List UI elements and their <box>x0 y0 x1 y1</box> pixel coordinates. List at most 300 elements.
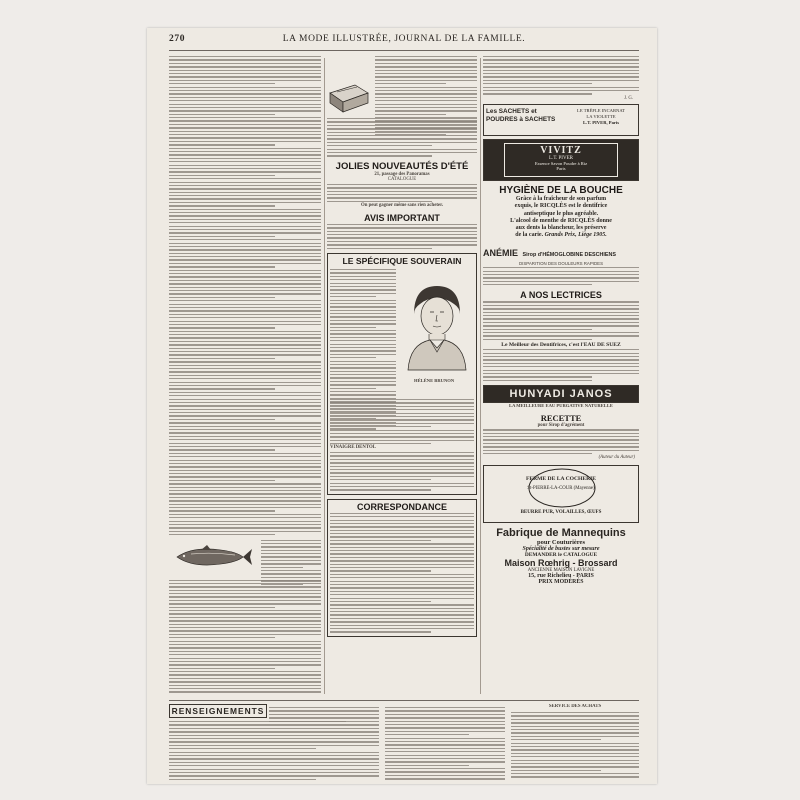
text-line <box>169 721 379 722</box>
text-line <box>330 272 396 273</box>
text-line <box>169 168 321 169</box>
text-line <box>169 728 379 729</box>
text-line <box>169 590 321 591</box>
text-line <box>169 317 321 318</box>
text-line <box>511 712 639 713</box>
text-line <box>327 125 477 126</box>
text-line <box>385 717 505 718</box>
text-line <box>261 546 321 547</box>
text-line <box>330 523 474 524</box>
text-line <box>330 486 474 487</box>
text-line <box>330 483 474 484</box>
avis-important-title: AVIS IMPORTANT <box>364 212 440 223</box>
sachets-title-2: POUDRES à SACHETS <box>486 116 556 124</box>
text-line <box>169 371 321 372</box>
text-line <box>483 332 639 333</box>
text-line <box>483 308 639 309</box>
text-line <box>261 550 321 551</box>
text-line <box>330 489 431 490</box>
text-line <box>169 510 275 511</box>
text-line <box>330 283 396 284</box>
text-line <box>169 678 321 679</box>
text-line <box>169 280 321 281</box>
text-line <box>169 192 321 193</box>
text-line <box>327 142 477 143</box>
text-line <box>169 671 321 672</box>
recette-text <box>483 428 639 455</box>
text-line <box>169 620 321 621</box>
text-line <box>483 318 639 319</box>
text-line <box>330 614 474 615</box>
text-line <box>483 66 639 67</box>
text-line <box>330 330 396 331</box>
text-line <box>327 145 432 146</box>
text-line <box>385 755 505 756</box>
text-line <box>169 490 321 491</box>
text-line <box>169 517 321 518</box>
text-line <box>327 191 477 192</box>
text-line <box>169 527 321 528</box>
text-line <box>169 593 321 594</box>
text-line <box>169 266 275 267</box>
mannequins-line-3: DEMANDER le CATALOGUE <box>524 551 598 558</box>
text-line <box>169 195 321 196</box>
text-line <box>330 618 474 619</box>
text-line <box>261 553 321 554</box>
text-line <box>330 564 474 565</box>
text-line <box>169 603 321 604</box>
text-line <box>169 158 321 159</box>
text-line <box>330 550 474 551</box>
text-line <box>483 356 639 357</box>
text-line <box>169 87 321 88</box>
text-line <box>169 429 321 430</box>
text-line <box>375 83 446 84</box>
text-line <box>169 607 275 608</box>
text-line <box>330 289 396 290</box>
text-line <box>330 516 474 517</box>
text-line <box>269 710 379 711</box>
text-line <box>169 769 379 770</box>
text-line <box>169 419 275 420</box>
service-achats-title: SERVICE DES ACHATS <box>548 704 602 709</box>
text-line <box>169 104 321 105</box>
text-line <box>327 128 477 129</box>
text-line <box>330 374 396 375</box>
hygiene-line-2: exquis, le RICQLÈS est le dentifrice <box>514 203 608 210</box>
text-line <box>169 351 321 352</box>
text-line <box>511 743 639 744</box>
text-line <box>375 80 477 81</box>
mannequins-address: 15, rue Richelieu - PARIS <box>528 572 594 579</box>
text-line <box>375 59 477 60</box>
header-rule <box>169 50 639 51</box>
text-line <box>330 621 474 622</box>
text-line <box>169 637 275 638</box>
text-line <box>169 259 321 260</box>
text-line <box>330 367 396 368</box>
text-line <box>330 547 474 548</box>
text-line <box>375 114 446 115</box>
text-line <box>169 641 321 642</box>
text-line <box>169 256 321 257</box>
text-line <box>169 745 379 746</box>
anemie-sub: DISPARITION DES DOULEURS RAPIDES <box>518 260 604 266</box>
text-line <box>169 331 321 332</box>
text-line <box>169 215 321 216</box>
text-line <box>169 664 321 665</box>
footer <box>169 704 639 780</box>
text-line <box>375 63 477 64</box>
cocherie-title: FERME DE LA COCHERIE <box>525 475 597 482</box>
mannequins-line-4: ANCIENNE MAISON LAVIGNE <box>527 567 595 573</box>
column-3-text-mid <box>483 348 639 382</box>
text-line <box>261 577 321 578</box>
text-line <box>169 412 321 413</box>
text-line <box>169 314 321 315</box>
text-line <box>385 731 505 732</box>
text-line <box>169 765 379 766</box>
text-line <box>511 770 601 771</box>
correspondance-title: CORRESPONDANCE <box>356 501 447 512</box>
text-line <box>511 773 639 774</box>
text-line <box>483 80 639 81</box>
text-line <box>330 333 396 334</box>
text-line <box>330 300 396 301</box>
text-line <box>385 768 505 769</box>
text-line <box>330 381 396 382</box>
text-line <box>169 73 321 74</box>
text-line <box>483 433 639 434</box>
text-line <box>327 132 477 133</box>
text-line <box>483 325 639 326</box>
text-line <box>169 507 321 508</box>
text-line <box>169 344 321 345</box>
text-line <box>327 227 477 228</box>
text-line <box>169 460 321 461</box>
mannequins-line-5: PRIX MODÉRÉS <box>538 578 584 585</box>
text-line <box>169 762 379 763</box>
text-line <box>483 453 592 454</box>
text-line <box>330 316 396 317</box>
vivitz-city: Paris <box>556 166 566 172</box>
hygiene-title: HYGIÈNE DE LA BOUCHE <box>499 185 623 197</box>
hygiene-line-4: L'alcool de menthe de RICQLÈS donne <box>510 217 612 224</box>
hygiene-line-3: antiseptique le plus agréable. <box>523 210 599 217</box>
text-line <box>169 580 321 581</box>
suez-line: Le Meilleur des Dentifrices, c'est l'EAU DE SUEZ <box>501 342 621 349</box>
text-line <box>483 439 639 440</box>
text-line <box>169 738 379 739</box>
text-line <box>169 165 321 166</box>
text-line <box>169 399 321 400</box>
text-line <box>483 70 639 71</box>
text-line <box>169 634 321 635</box>
text-line <box>385 721 505 722</box>
text-line <box>169 127 321 128</box>
text-line <box>169 497 321 498</box>
text-line <box>385 707 505 708</box>
text-line <box>511 766 639 767</box>
text-line <box>483 429 639 430</box>
text-line <box>169 171 321 172</box>
text-line <box>330 313 396 314</box>
text-line <box>169 463 321 464</box>
text-line <box>330 611 474 612</box>
text-line <box>330 286 396 287</box>
text-line <box>169 120 321 121</box>
text-line <box>169 365 321 366</box>
text-line <box>327 155 432 156</box>
text-line <box>385 761 505 762</box>
text-line <box>375 73 477 74</box>
text-line <box>169 647 321 648</box>
text-line <box>169 304 321 305</box>
text-line <box>169 415 321 416</box>
text-line <box>169 287 321 288</box>
text-line <box>330 423 474 424</box>
text-line <box>327 135 477 136</box>
text-line <box>169 243 321 244</box>
sachets-line-3: L.T. PIVER, Paris <box>582 120 620 126</box>
text-line <box>375 104 477 105</box>
text-line <box>169 222 321 223</box>
text-line <box>483 73 639 74</box>
text-line <box>483 436 639 437</box>
text-line <box>169 249 321 250</box>
text-line <box>483 443 639 444</box>
text-line <box>330 350 396 351</box>
text-line <box>330 560 474 561</box>
column-3 <box>483 55 639 695</box>
text-line <box>269 707 379 708</box>
box-illustration <box>327 81 371 115</box>
text-line <box>511 763 639 764</box>
text-line <box>330 570 431 571</box>
recette-title: RECETTE <box>540 412 582 423</box>
text-line <box>511 732 639 733</box>
text-line <box>169 617 321 618</box>
text-line <box>169 59 321 60</box>
text-line <box>169 253 321 254</box>
hygiene-line-7: Grands Prix, Liège 1905. <box>544 232 607 239</box>
text-line <box>169 327 275 328</box>
text-line <box>169 524 321 525</box>
text-line <box>483 446 639 447</box>
text-line <box>327 234 477 235</box>
text-line <box>169 131 321 132</box>
text-line <box>330 587 474 588</box>
text-line <box>169 500 321 501</box>
text-line <box>169 293 321 294</box>
sachets-line-2: LA VIOLETTE <box>586 114 616 120</box>
text-line <box>330 320 396 321</box>
text-line <box>330 344 396 345</box>
text-line <box>327 241 477 242</box>
text-line <box>169 741 379 742</box>
anemie-body <box>483 266 639 286</box>
text-line <box>169 658 321 659</box>
text-line <box>511 753 639 754</box>
text-line <box>169 534 275 535</box>
text-line <box>330 293 396 294</box>
text-line <box>169 596 321 597</box>
text-line <box>169 63 321 64</box>
text-line <box>385 738 505 739</box>
column-1-text-bottom <box>169 578 321 695</box>
text-line <box>483 339 592 340</box>
case-ad-area <box>327 55 477 117</box>
vivitz-maker: L.T. PIVER <box>549 156 573 162</box>
text-line <box>169 124 321 125</box>
correspondance-text <box>330 512 474 634</box>
text-line <box>511 749 639 750</box>
text-line <box>330 377 396 378</box>
text-line <box>330 361 396 362</box>
text-line <box>169 402 321 403</box>
text-line <box>327 194 477 195</box>
jolies-catalogue: CATALOGUE <box>387 177 417 183</box>
text-line <box>385 734 469 735</box>
text-line <box>261 560 321 561</box>
text-line <box>385 751 505 752</box>
text-line <box>330 279 396 280</box>
jolies-text <box>327 183 477 203</box>
text-line <box>483 370 639 371</box>
text-line <box>169 114 275 115</box>
text-line <box>169 337 321 338</box>
recette-sub: pour Sirop d'agrément <box>537 422 585 428</box>
text-line <box>327 244 477 245</box>
text-line <box>385 758 505 759</box>
text-line <box>169 185 321 186</box>
text-line <box>330 574 474 575</box>
text-line <box>511 739 601 740</box>
text-line <box>169 470 321 471</box>
text-line <box>169 80 321 81</box>
portrait-illustration <box>400 278 474 374</box>
vinaigre-dentol-label: VINAIGRE DENTOL <box>330 445 376 451</box>
text-line <box>169 117 321 118</box>
renseignements-title: RENSEIGNEMENTS <box>171 706 265 716</box>
text-line <box>169 297 275 298</box>
text-line <box>330 388 376 389</box>
text-line <box>169 154 321 155</box>
text-line <box>511 776 639 777</box>
text-line <box>385 710 505 711</box>
text-line <box>261 570 321 571</box>
text-line <box>269 714 379 715</box>
text-line <box>511 736 639 737</box>
text-line <box>375 90 477 91</box>
text-line <box>169 480 275 481</box>
hygiene-line-1: Grâce à la fraîcheur de son parfum <box>515 196 607 203</box>
text-line <box>169 56 321 57</box>
text-line <box>330 594 474 595</box>
mannequins-line-1: pour Couturières <box>537 538 585 546</box>
text-line <box>169 487 321 488</box>
text-line <box>511 722 639 723</box>
specifique-text-end <box>330 451 474 492</box>
text-line <box>169 270 321 271</box>
text-line <box>483 380 592 381</box>
text-line <box>327 187 477 188</box>
text-line <box>169 83 275 84</box>
text-line <box>169 624 321 625</box>
text-line <box>169 688 321 689</box>
text-line <box>169 449 275 450</box>
text-line <box>330 469 474 470</box>
text-line <box>169 182 321 183</box>
vivitz-ad <box>483 139 639 181</box>
text-line <box>261 567 303 568</box>
text-line <box>169 405 321 406</box>
text-line <box>169 348 321 349</box>
text-line <box>483 277 639 278</box>
text-line <box>330 584 474 585</box>
text-line <box>385 765 469 766</box>
text-line <box>330 540 431 541</box>
text-line <box>169 263 321 264</box>
text-line <box>330 462 474 463</box>
text-line <box>261 540 321 541</box>
text-line <box>169 531 321 532</box>
text-line <box>330 543 474 544</box>
footer-col-a <box>169 720 379 780</box>
text-line <box>330 323 396 324</box>
text-line <box>330 455 474 456</box>
text-line <box>483 359 639 360</box>
vivitz-products: Essence Savon Poudre à Riz <box>534 161 588 167</box>
text-line <box>385 748 505 749</box>
text-line <box>327 237 477 238</box>
text-line <box>169 443 321 444</box>
text-line <box>261 573 321 574</box>
text-line <box>169 446 321 447</box>
hunyadi-title: HUNYADI JANOS <box>509 388 613 401</box>
text-line <box>169 375 321 376</box>
text-line <box>169 107 321 108</box>
text-line <box>330 310 396 311</box>
text-line <box>169 395 321 396</box>
text-line <box>327 231 477 232</box>
text-line <box>169 583 321 584</box>
text-line <box>169 521 321 522</box>
text-line <box>169 422 321 423</box>
text-line <box>169 432 321 433</box>
text-line <box>330 296 376 297</box>
text-line <box>169 321 321 322</box>
text-line <box>330 347 396 348</box>
correspondance-box <box>327 499 477 637</box>
text-line <box>385 771 505 772</box>
text-line <box>169 476 321 477</box>
text-line <box>330 557 474 558</box>
text-line <box>169 232 321 233</box>
text-line <box>169 307 321 308</box>
text-line <box>330 526 474 527</box>
text-line <box>169 202 321 203</box>
text-line <box>169 600 321 601</box>
text-line <box>169 144 275 145</box>
text-line <box>169 586 321 587</box>
text-line <box>330 530 474 531</box>
hunyadi-ad <box>483 385 639 403</box>
text-line <box>169 188 321 189</box>
text-line <box>330 466 474 467</box>
fish-illustration-area <box>169 536 321 578</box>
text-line <box>483 301 639 302</box>
